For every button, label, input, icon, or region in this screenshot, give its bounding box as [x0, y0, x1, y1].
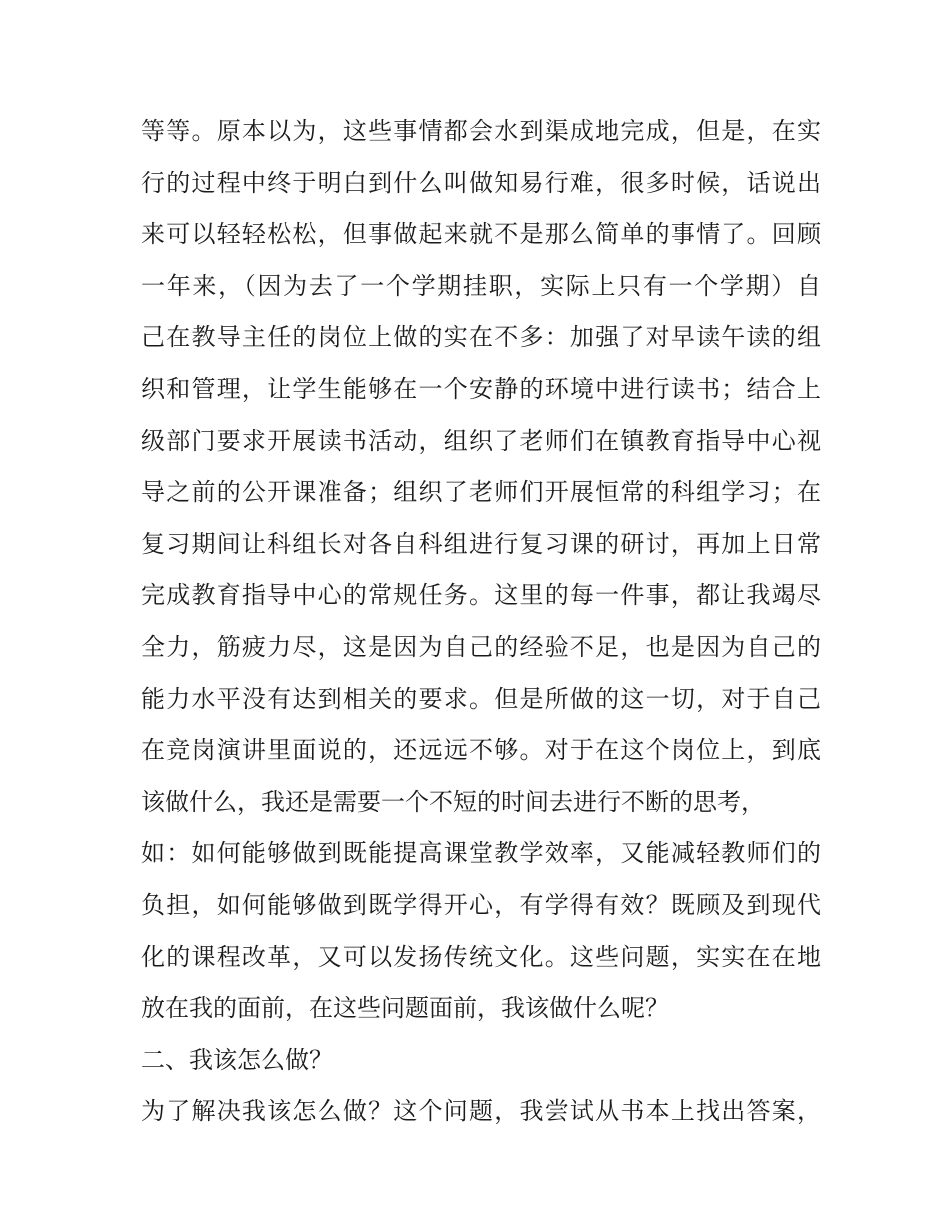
text-line: 行的过程中终于明白到什么叫做知易行难，很多时候，话说出	[141, 168, 821, 197]
text-line: 化的课程改革，又可以发扬传统文化。这些问题，实实在在地	[141, 942, 821, 971]
text-line: 导之前的公开课准备；组织了老师们开展恒常的科组学习；在	[141, 478, 821, 507]
text-line: 放在我的面前，在这些问题面前，我该做什么呢？	[141, 994, 669, 1023]
text-line: 织和管理，让学生能够在一个安静的环境中进行读书；结合上	[141, 374, 821, 403]
text-line: 如：如何能够做到既能提高课堂教学效率，又能减轻教师们的	[141, 839, 821, 868]
text-line: 一年来，（因为去了一个学期挂职，实际上只有一个学期）自	[141, 271, 821, 300]
text-line: 己在教导主任的岗位上做的实在不多：加强了对早读午读的组	[141, 323, 821, 352]
text-line: 在竞岗演讲里面说的，还远远不够。对于在这个岗位上，到底	[141, 736, 821, 765]
text-line: 复习期间让科组长对各自科组进行复习课的研讨，再加上日常	[141, 529, 821, 558]
text-line: 负担，如何能够做到既学得开心，有学得有效？既顾及到现代	[141, 890, 821, 919]
text-line: 全力，筋疲力尽，这是因为自己的经验不足，也是因为自己的	[141, 632, 821, 661]
body-text	[141, 106, 821, 1138]
text-line: 来可以轻轻松松，但事做起来就不是那么简单的事情了。回顾	[141, 220, 821, 249]
text-line: 完成教育指导中心的常规任务。这里的每一件事，都让我竭尽	[141, 581, 821, 610]
text-line: 为了解决我该怎么做？这个问题，我尝试从书本上找出答案，	[141, 1097, 821, 1126]
text-line: 能力水平没有达到相关的要求。但是所做的这一切，对于自己	[141, 684, 821, 713]
section-heading: 二、我该怎么做？	[141, 1045, 333, 1074]
text-line: 级部门要求开展读书活动，组织了老师们在镇教育指导中心视	[141, 426, 821, 455]
text-line: 等等。原本以为，这些事情都会水到渠成地完成，但是，在实	[141, 117, 821, 145]
text-line: 该做什么，我还是需要一个不短的时间去进行不断的思考，	[141, 787, 765, 816]
